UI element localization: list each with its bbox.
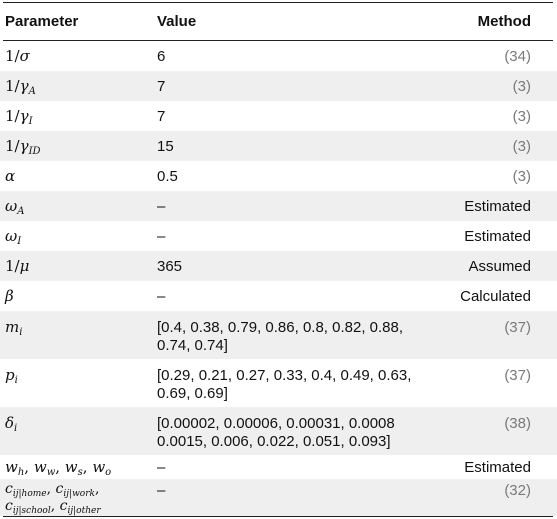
value-cell: 7 [157, 78, 166, 95]
table-row [0, 281, 557, 311]
method-cell: (37) [504, 367, 531, 384]
method-cell: (3) [512, 78, 531, 95]
table-row [0, 455, 557, 479]
value-cell-line2: 0.74, 0.74] [157, 337, 228, 354]
table-row [0, 71, 557, 101]
table-row [0, 221, 557, 251]
value-cell-line1: [0.29, 0.21, 0.27, 0.33, 0.4, 0.49, 0.63, [157, 367, 412, 384]
value-cell-line1: [0.4, 0.38, 0.79, 0.86, 0.8, 0.82, 0.88, [157, 319, 404, 336]
param-cell: $1/\gamma_I$ [5, 107, 33, 127]
table-row [0, 161, 557, 191]
param-cell-line1: $c_{ij|home}$, $c_{ij|work}$, [5, 481, 100, 499]
param-cell: 1/σ [5, 47, 30, 65]
method-cell: (37) [504, 319, 531, 336]
table-row [0, 41, 557, 71]
value-cell: – [157, 288, 166, 305]
param-cell: $1/\gamma_{ID}$ [5, 137, 41, 157]
value-cell-line2: 0.0015, 0.006, 0.022, 0.051, 0.093] [157, 433, 391, 450]
method-cell: (32) [504, 482, 531, 499]
param-cell: α [5, 167, 16, 185]
table-row [0, 479, 557, 516]
table-row [0, 101, 557, 131]
value-cell: 0.5 [157, 168, 178, 185]
value-cell: 365 [157, 258, 183, 275]
table-row [0, 311, 557, 359]
table-row [0, 407, 557, 455]
method-cell: (3) [512, 138, 531, 155]
param-cell: β [5, 287, 14, 305]
value-cell: – [157, 482, 166, 499]
param-cell: $\omega_I$ [5, 227, 22, 247]
value-cell-line2: 0.69, 0.69] [157, 385, 228, 402]
table-row [0, 359, 557, 407]
value-cell: – [157, 228, 166, 245]
method-cell: Estimated [464, 228, 531, 245]
value-cell: – [157, 198, 166, 215]
table-row [0, 131, 557, 161]
param-cell: $m_i$ [5, 318, 23, 338]
value-cell-line1: [0.00002, 0.00006, 0.00031, 0.0008 [157, 415, 395, 432]
table-row [0, 191, 557, 221]
param-cell-line2: $c_{ij|school}$, $c_{ij|other}$ [5, 498, 101, 516]
table-row [0, 251, 557, 281]
param-cell: $\omega_A$ [5, 197, 25, 217]
header-method: Method [477, 13, 531, 30]
param-cell: $\delta_i$ [5, 414, 18, 434]
method-cell: (3) [512, 168, 531, 185]
header-value: Value [157, 13, 197, 30]
method-cell: (34) [504, 48, 531, 65]
value-cell: 6 [157, 48, 166, 65]
method-cell: (38) [504, 415, 531, 432]
method-cell: Estimated [464, 459, 531, 476]
param-cell: 1/μ [5, 257, 30, 275]
value-cell: 15 [157, 138, 174, 155]
header-parameter: Parameter [5, 13, 79, 30]
method-cell: Calculated [460, 288, 531, 305]
param-cell: $1/\gamma_A$ [5, 77, 36, 97]
method-cell: (3) [512, 108, 531, 125]
param-cell: $w_h$, $w_w$, $w_s$, $w_o$ [5, 458, 112, 478]
value-cell: 7 [157, 108, 166, 125]
param-cell: $p_i$ [5, 366, 18, 386]
value-cell: – [157, 459, 166, 476]
method-cell: Assumed [468, 258, 531, 275]
table-bottom-rule [3, 516, 553, 517]
method-cell: Estimated [464, 198, 531, 215]
table-header-row [0, 2, 557, 40]
